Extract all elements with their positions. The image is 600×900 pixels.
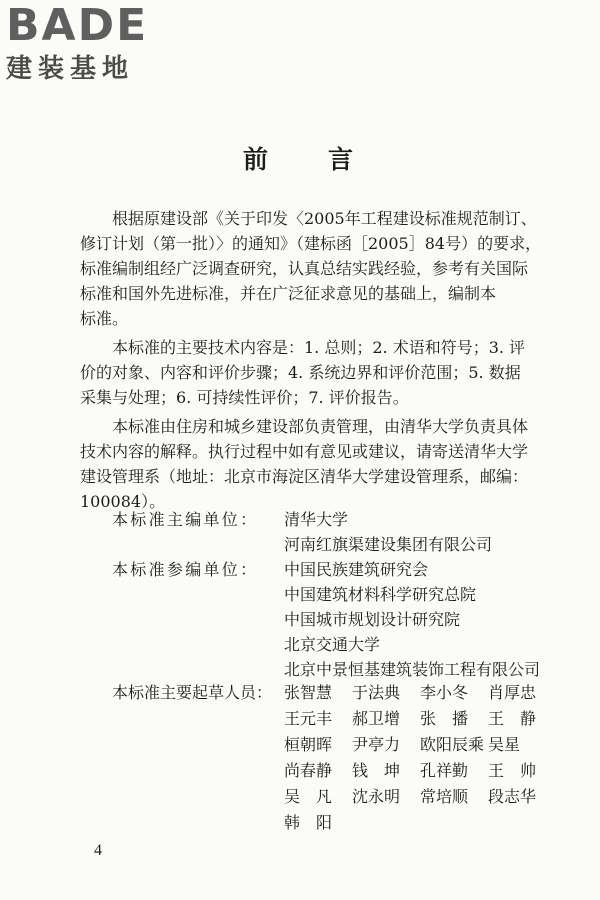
list-item: 吴 凡 (284, 787, 333, 806)
list-item: 常培顺 (420, 787, 469, 806)
paragraph-line: 本标准的主要技术内容是：1. 总则；2. 术语和符号；3. 评 (112, 338, 526, 357)
preface-body (80, 206, 560, 518)
list-item: 中国城市规划设计研究院 (284, 610, 461, 629)
paragraph-line: 标准编制组经广泛调查研究，认真总结实践经验，参考有关国际 (80, 259, 529, 278)
paragraph-1 (80, 206, 560, 331)
paragraph-line: 建设管理系（地址：北京市海淀区清华大学建设管理系，邮编： (80, 467, 529, 486)
title-char-2: 言 (328, 145, 358, 174)
paragraph-2 (80, 335, 560, 410)
logo-brand: BADE (6, 0, 149, 51)
drafters-label: 本标准主要起草人员： (112, 683, 273, 702)
paragraph-line: 标准和国外先进标准，并在广泛征求意见的基础上，编制本 (80, 284, 497, 303)
paragraph-line: 根据原建设部《关于印发〈2005年工程建设标准规范制订、 (112, 209, 537, 228)
list-item: 北京中景恒基建筑装饰工程有限公司 (284, 660, 541, 679)
participating-editor-row (112, 558, 540, 683)
list-item: 王 帅 (488, 761, 537, 780)
chief-editor-label: 本标准主编单位： (112, 510, 259, 529)
paragraph-line: 本标准由住房和城乡建设部负责管理，由清华大学负责具体 (112, 417, 529, 436)
title-char-1: 前 (242, 145, 272, 174)
editor-units (112, 508, 540, 683)
list-item: 肖厚忠 (488, 683, 537, 702)
list-item: 尚春静 (284, 761, 333, 780)
page-number: 4 (94, 842, 102, 859)
drafters-list (284, 680, 554, 836)
paragraph-line: 价的对象、内容和评价步骤；4. 系统边界和评价范围；5. 数据 (80, 363, 521, 382)
list-item: 河南红旗渠建设集团有限公司 (284, 535, 493, 554)
list-item: 孔祥勤 (420, 761, 469, 780)
list-item: 清华大学 (284, 510, 349, 529)
paragraph-line: 修订计划（第一批）〉的通知》（建标函［2005］84号）的要求， (80, 234, 542, 253)
bade-logo (6, 0, 176, 84)
list-item: 尹亭力 (352, 735, 401, 754)
list-item: 于法典 (352, 683, 401, 702)
list-item: 中国民族建筑研究会 (284, 560, 429, 579)
list-item: 王 静 (488, 709, 537, 728)
logo-subtitle: 建装基地 (6, 54, 135, 84)
list-item: 钱 坤 (352, 761, 401, 780)
list-item: 中国建筑材料科学研究总院 (284, 585, 477, 604)
paragraph-line: 采集与处理；6. 可持续性评价；7. 评价报告。 (80, 388, 409, 407)
participating-editor-label: 本标准参编单位： (112, 560, 259, 579)
chief-editor-row (112, 508, 540, 558)
page-title (0, 140, 600, 176)
list-item: 北京交通大学 (284, 635, 381, 654)
list-item: 韩 阳 (284, 813, 333, 832)
list-item: 桓朝晖 (284, 735, 333, 754)
paragraph-line: 100084）。 (80, 492, 166, 511)
list-item: 段志华 (488, 787, 537, 806)
list-item: 张 播 (420, 709, 469, 728)
chief-editor-list (284, 508, 492, 558)
list-item: 王元丰 (284, 709, 333, 728)
paragraph-line: 标准。 (80, 309, 129, 328)
participating-editor-list (284, 558, 540, 683)
list-item: 吴星 (488, 735, 521, 754)
drafters-section (112, 680, 554, 836)
list-item: 欧阳辰乘 (420, 735, 485, 754)
list-item: 张智慧 (284, 683, 333, 702)
list-item: 李小冬 (420, 683, 469, 702)
paragraph-line: 技术内容的解释。执行过程中如有意见或建议，请寄送清华大学 (80, 442, 529, 461)
list-item: 沈永明 (352, 787, 401, 806)
paragraph-3 (80, 414, 560, 514)
list-item: 郝卫增 (352, 709, 401, 728)
